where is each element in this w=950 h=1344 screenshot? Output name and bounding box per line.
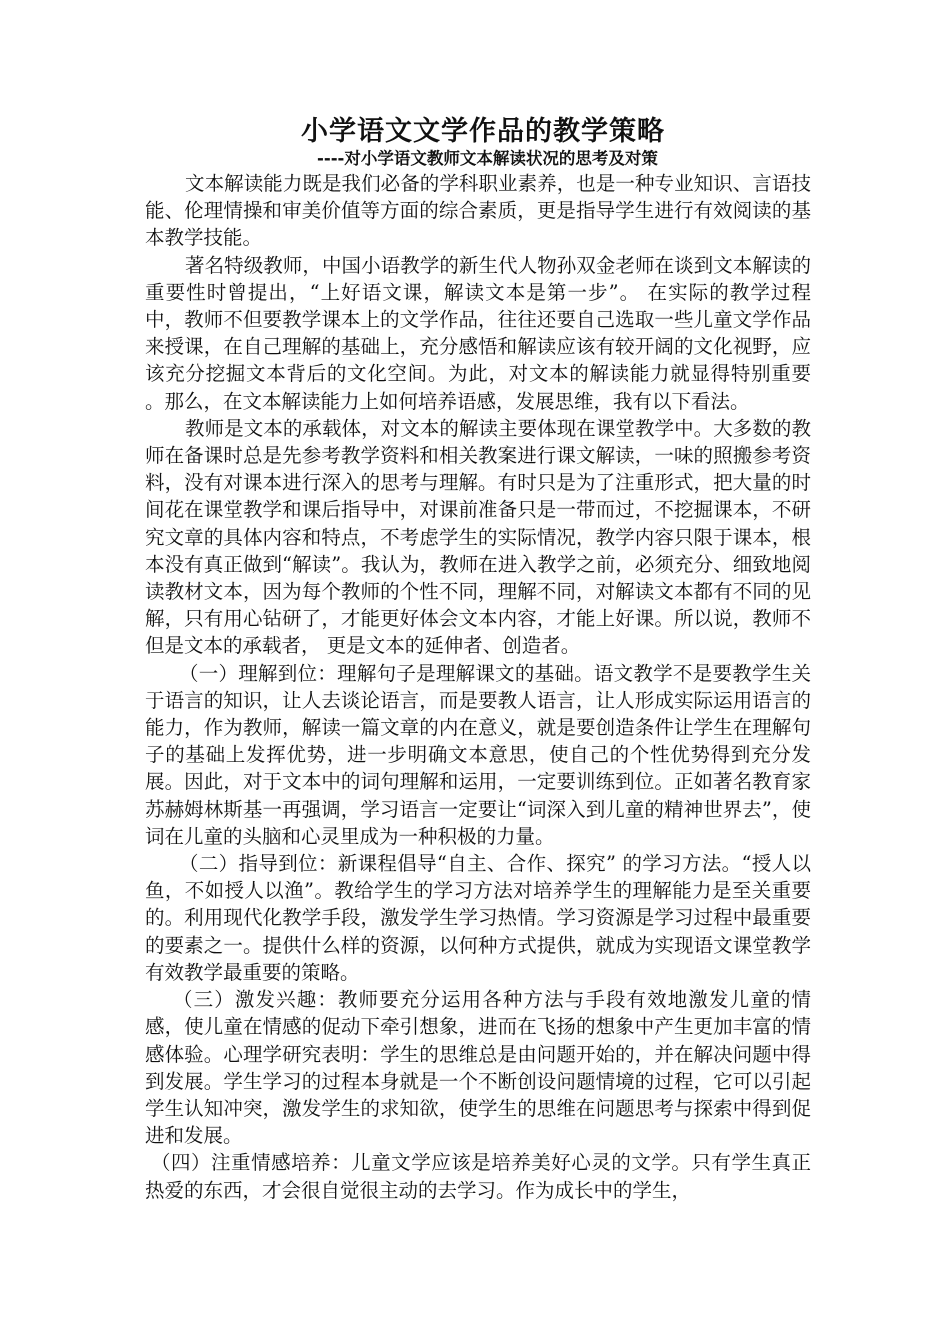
paragraph-section-1: （一）理解到位：理解句子是理解课文的基础。语文教学不是要教学生关于语言的知识，让人去谈论语言，而是要教人语言，让人形成实际运用语言的能力，作为教师，解读一篇文章的内在意义，就是要创造条件让学生在理解句子的基础上发挥优势，进一步明确文本意思，使自己的个性优势得到充分发展。因此，对于文本中的词句理解和运用，一定要训练到位。正如著名教育家苏赫姆林斯基一再强调，学习语言一定要让“词深入到儿童的精神世界去”，使词在儿童的头脑和心灵里成为一种积极的力量。 <box>145 661 811 848</box>
document-subtitle: ----对小学语文教师文本解读状况的思考及对策 <box>317 149 658 168</box>
paragraph-section-3: （三）激发兴趣：教师要充分运用各种方法与手段有效地激发儿童的情感，使儿童在情感的促动下牵引想象，进而在飞扬的想象中产生更加丰富的情感体验。心理学研究表明：学生的思维总是由问题开始的，并在解决问题中得到发展。学生学习的过程本身就是一个不断创设问题情境的过程，它可以引起学生认知冲突，激发学生的求知欲，使学生的思维在问题思考与探索中得到促进和发展。 <box>145 988 811 1148</box>
document-page <box>145 112 811 1204</box>
paragraph-section-2: （二）指导到位：新课程倡导“自主、合作、探究” 的学习方法。“授人以鱼，不如授人以渔”。教给学生的学习方法对培养学生的理解能力是至关重要的。利用现代化教学手段，激发学生学习热情。学习资源是学习过程中最重要的要素之一。提供什么样的资源，以何种方式提供，就成为实现语文课堂教学有效教学最重要的策略。 <box>145 852 811 984</box>
paragraph-intro: 文本解读能力既是我们必备的学科职业素养，也是一种专业知识、言语技能、伦理情操和审美价值等方面的综合素质，更是指导学生进行有效阅读的基本教学技能。 <box>145 172 811 250</box>
paragraph-importance: 著名特级教师，中国小语教学的新生代人物孙双金老师在谈到文本解读的重要性时曾提出，“上好语文课，解读文本是第一步”。 在实际的教学过程中，教师不但要教学课本上的文学作品，往往还要自己选取一些儿童文学作品来授课，在自己理解的基础上，充分感悟和解读应该有较开阔的文化视野，应该充分挖掘文本背后的文化空间。为此，对文本的解读能力就显得特别重要 。那么，在文本解读能力上如何培养语感，发展思维，我有以下看法。 <box>145 253 811 413</box>
paragraph-teacher-role: 教师是文本的承载体，对文本的解读主要体现在课堂教学中。大多数的教师在备课时总是先参考教学资料和相关教案进行课文解读，一味的照搬参考资料，没有对课本进行深入的思考与理解。有时只是为了注重形式，把大量的时间花在课堂教学和课后指导中，对课前准备只是一带而过，不挖掘课本，不研究文章的具体内容和特点，不考虑学生的实际情况，教学内容只限于课本，根本没有真正做到“解读”。我认为，教师在进入教学之前，必须充分、细致地阅读教材文本，因为每个教师的个性不同，理解不同，对解读文本都有不同的见解，只有用心钻研了，才能更好体会文本内容，才能上好课。所以说，教师不但是文本的承载者， 更是文本的延伸者、创造者。 <box>145 416 811 658</box>
paragraph-section-4: （四）注重情感培养：儿童文学应该是培养美好心灵的文学。只有学生真正热爱的东西，才会很自觉很主动的去学习。作为成长中的学生， <box>145 1151 811 1202</box>
document-title: 小学语文文学作品的教学策略 <box>301 116 665 147</box>
